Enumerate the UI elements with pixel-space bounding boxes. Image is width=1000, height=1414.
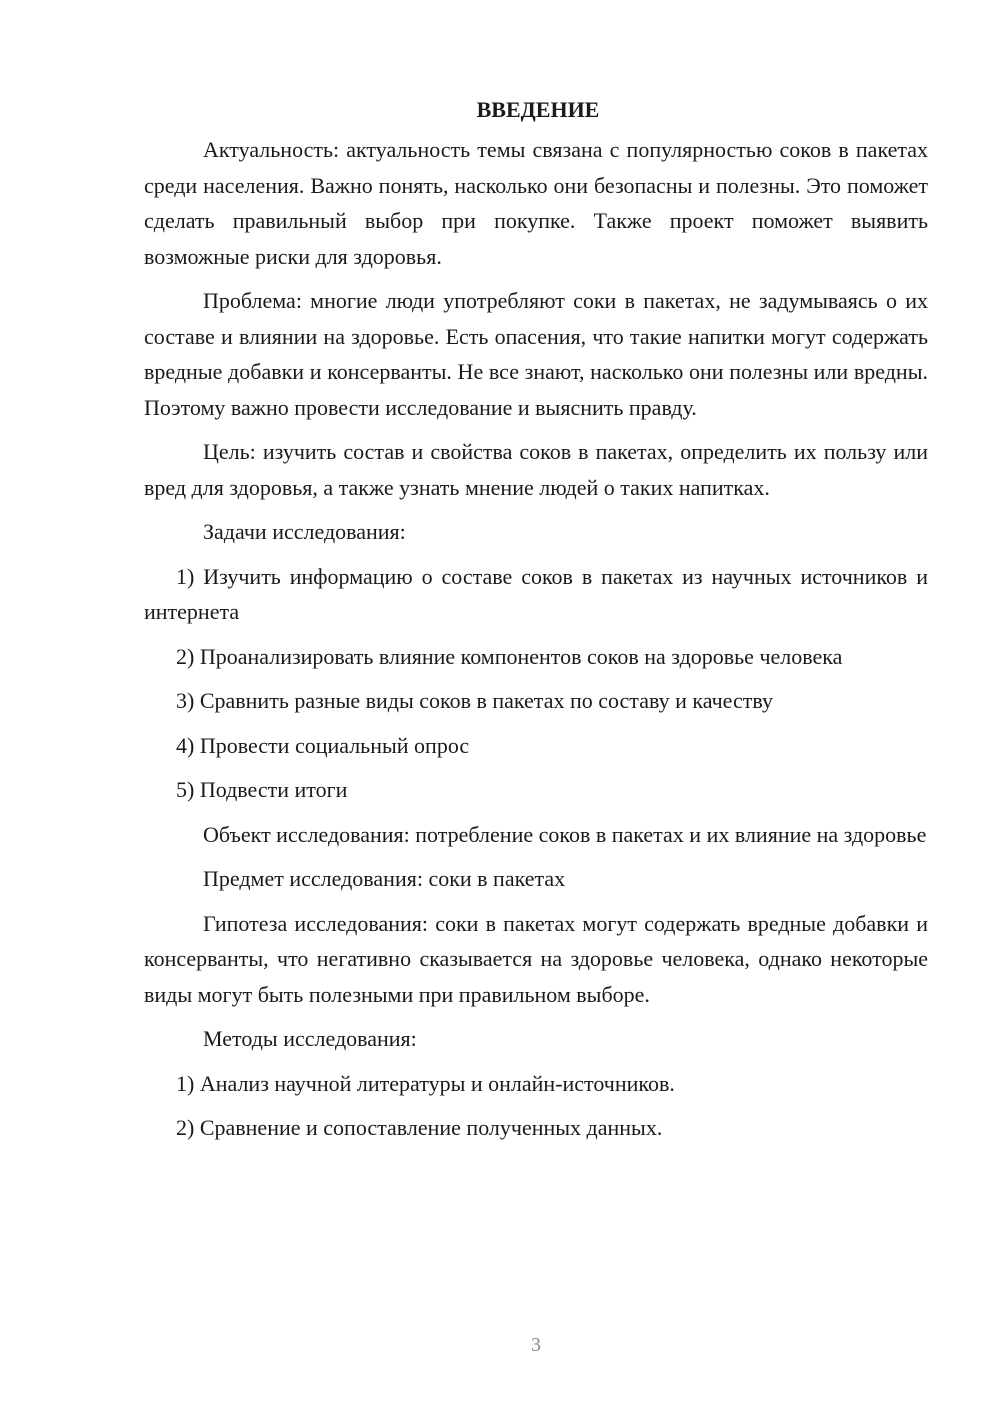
paragraph-object: Объект исследования: потребление соков в пакетах и их влияние на здоровье	[203, 821, 927, 847]
tasks-title: Задачи исследования:	[203, 519, 406, 544]
paragraph-problem: Проблема: многие люди употребляют соки в пакетах, не задумываясь о их составе и влиянии на здоровье. Есть опасения, что такие напитки могут содержать вредные добавки и консерванты. Не все знают, насколько они полезны или вредны. Поэтому важно провести исследование и выяснить правду.	[144, 288, 928, 420]
method-item-1: 1) Анализ научной литературы и онлайн-источников.	[176, 1070, 675, 1096]
section-heading: ВВЕДЕНИЕ	[476, 97, 600, 122]
paragraph-hypothesis: Гипотеза исследования: соки в пакетах могут содержать вредные добавки и консерванты, что негативно сказывается на здоровье человека, однако некоторые виды могут быть полезными при правильном выборе.	[144, 910, 928, 1007]
paragraph-goal: Цель: изучить состав и свойства соков в пакетах, определить их пользу или вред для здоровья, а также узнать мнение людей о таких напитках.	[144, 439, 928, 500]
task-item-4: 4) Провести социальный опрос	[176, 732, 470, 758]
task-item-2: 2) Проанализировать влияние компонентов соков на здоровье человека	[176, 643, 843, 669]
method-item-2: 2) Сравнение и сопоставление полученных данных.	[176, 1115, 663, 1140]
paragraph-subject: Предмет исследования: соки в пакетах	[203, 866, 566, 891]
task-item-1: 1) Изучить информацию о составе соков в пакетах из научных источников и интернета	[144, 563, 928, 624]
document-page	[144, 92, 928, 1155]
paragraph-relevance: Актуальность: актуальность темы связана с популярностью соков в пакетах среди населения. Важно понять, насколько они безопасны и полезны. Это поможет сделать правильный выбор при покупке. Также проект поможет выявить возможные риски для здоровья.	[144, 137, 928, 269]
task-item-3: 3) Сравнить разные виды соков в пакетах по составу и качеству	[176, 688, 773, 713]
page-number: 3	[531, 1334, 541, 1356]
task-item-5: 5) Подвести итоги	[176, 777, 348, 802]
methods-title: Методы исследования:	[203, 1026, 417, 1051]
